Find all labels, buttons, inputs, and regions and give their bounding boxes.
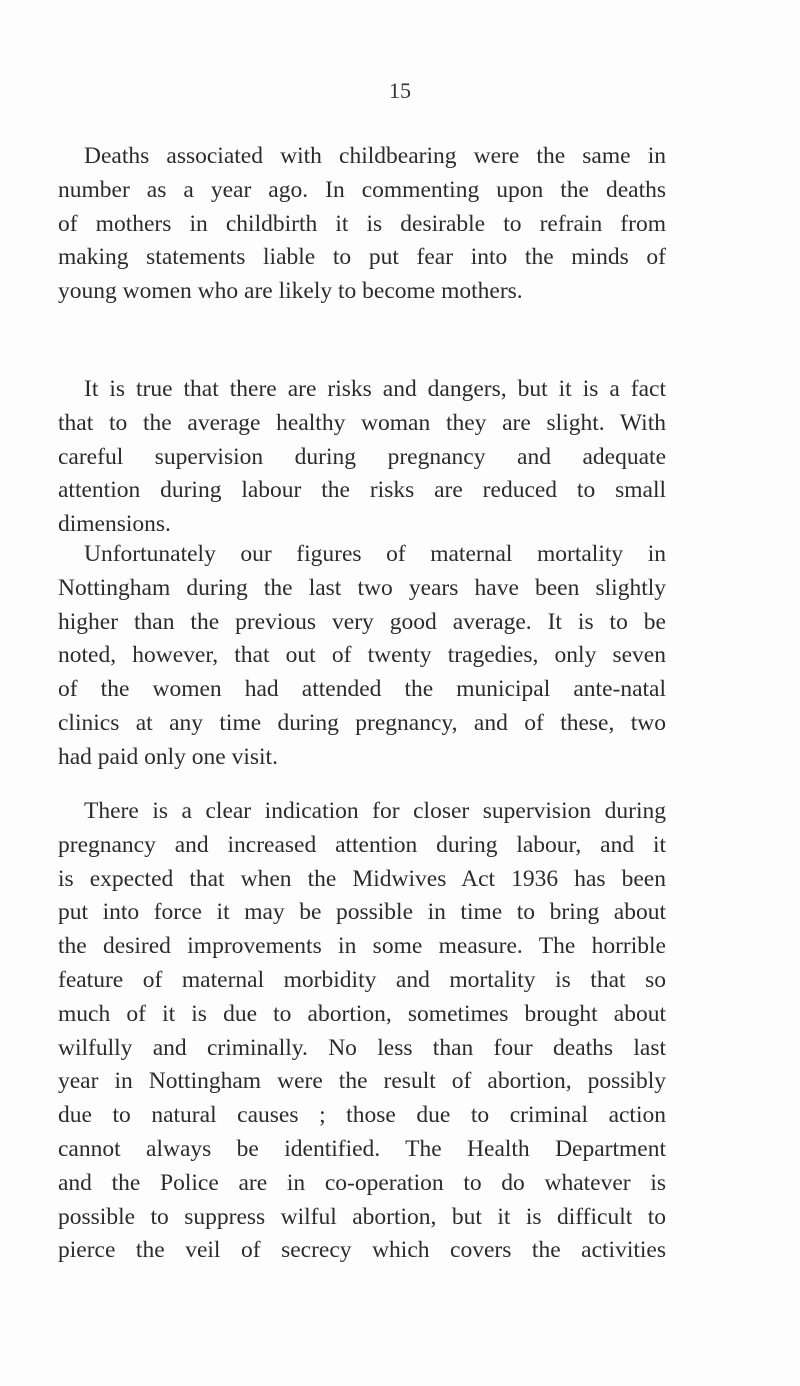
text-line: wilfully and criminally. No less than four deaths last bbox=[58, 1034, 666, 1061]
text-line: feature of maternal morbidity and mortality is that so bbox=[58, 966, 666, 993]
text-line: cannot always be identified. The Health Department bbox=[58, 1135, 666, 1162]
paragraph-childbearing-deaths bbox=[58, 140, 666, 309]
text-line: Deaths associated with childbearing were the same in bbox=[84, 143, 666, 169]
text-line: It is true that there are risks and dangers, but it is a fact bbox=[84, 376, 666, 402]
text-line: number as a year ago. In commenting upon the deaths bbox=[58, 176, 666, 203]
text-line: possible to suppress wilful abortion, but it is difficult to bbox=[58, 1203, 666, 1230]
text-line: due to natural causes ; those due to criminal action bbox=[58, 1102, 666, 1129]
page-number: 15 bbox=[389, 78, 411, 103]
text-line: year in Nottingham were the result of abortion, possibly bbox=[58, 1068, 666, 1095]
text-line: is expected that when the Midwives Act 1936 has been bbox=[58, 865, 666, 892]
text-line: clinics at any time during pregnancy, and of these, two bbox=[58, 709, 666, 736]
text-line: much of it is due to abortion, sometimes brought about bbox=[58, 1000, 666, 1027]
text-line: dimensions. bbox=[58, 511, 171, 538]
text-line: put into force it may be possible in time to bring about bbox=[58, 899, 666, 926]
paragraph-risks-and-dangers bbox=[58, 373, 666, 542]
text-line: pregnancy and increased attention during labour, and it bbox=[58, 831, 666, 858]
text-line: pierce the veil of secrecy which covers the activities bbox=[58, 1237, 666, 1264]
text-line: higher than the previous very good average. It is to be bbox=[58, 608, 666, 635]
text-line: the desired improvements in some measure. The horrible bbox=[58, 933, 666, 960]
text-line: that to the average healthy woman they are slight. With bbox=[58, 409, 666, 436]
text-line: of the women had attended the municipal ante-natal bbox=[58, 676, 666, 703]
text-line: making statements liable to put fear into the minds of bbox=[58, 244, 666, 271]
text-line: Unfortunately our figures of maternal mortality in bbox=[84, 541, 666, 567]
paragraph-maternal-mortality-figures bbox=[58, 538, 666, 775]
text-line: had paid only one visit. bbox=[58, 743, 278, 770]
text-line: careful supervision during pregnancy and adequate bbox=[58, 443, 666, 470]
paragraph-closer-supervision bbox=[58, 795, 666, 1268]
text-line: young women who are likely to become mothers. bbox=[58, 278, 523, 305]
text-line: and the Police are in co-operation to do whatever is bbox=[58, 1169, 666, 1196]
text-line: There is a clear indication for closer supervision during bbox=[84, 798, 666, 824]
text-line: attention during labour the risks are reduced to small bbox=[58, 477, 666, 504]
text-line: noted, however, that out of twenty tragedies, only seven bbox=[58, 642, 666, 669]
text-line: Nottingham during the last two years have been slightly bbox=[58, 574, 666, 601]
text-line: of mothers in childbirth it is desirable to refrain from bbox=[58, 210, 666, 237]
